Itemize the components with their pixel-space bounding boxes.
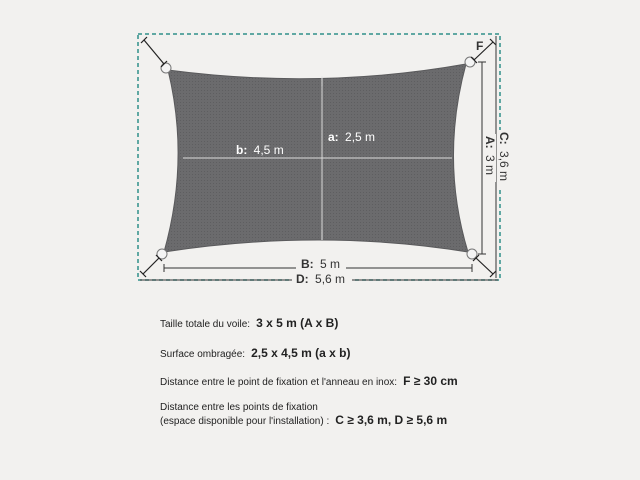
spec-value: 3 x 5 m (A x B) bbox=[256, 316, 339, 330]
spec-label: Surface ombragée: bbox=[160, 349, 246, 360]
corner-ring-br bbox=[467, 249, 477, 259]
spec-value: C ≥ 3,6 m, D ≥ 5,6 m bbox=[335, 413, 448, 427]
label-b: b: 4,5 m bbox=[236, 143, 284, 157]
label-F: F bbox=[476, 39, 484, 53]
spec-fixation-distance bbox=[160, 402, 447, 427]
label-A-group bbox=[483, 134, 497, 182]
label-A: A: 3 m bbox=[483, 136, 497, 176]
label-a: a: 2,5 m bbox=[328, 130, 376, 144]
label-D: D: 5,6 m bbox=[296, 272, 346, 286]
spec-shaded-area bbox=[160, 346, 350, 360]
spec-label-2: (espace disponible pour l'installation) : bbox=[160, 416, 330, 427]
label-C: C: 3,6 m bbox=[497, 132, 511, 182]
label-C-group bbox=[497, 130, 511, 188]
spec-value: 2,5 x 4,5 m (a x b) bbox=[251, 346, 351, 360]
spec-label: Distance entre les points de fixation bbox=[160, 402, 318, 413]
spec-label: Distance entre le point de fixation et l'anneau en inox: bbox=[160, 377, 398, 388]
spec-value: F ≥ 30 cm bbox=[403, 374, 458, 388]
spec-total-size bbox=[160, 316, 338, 330]
label-B: B: 5 m bbox=[301, 257, 341, 271]
spec-label: Taille totale du voile: bbox=[160, 319, 251, 330]
corner-ring-tl bbox=[161, 63, 171, 73]
corner-ring-tr bbox=[465, 57, 475, 67]
spec-ring-distance bbox=[160, 374, 458, 388]
